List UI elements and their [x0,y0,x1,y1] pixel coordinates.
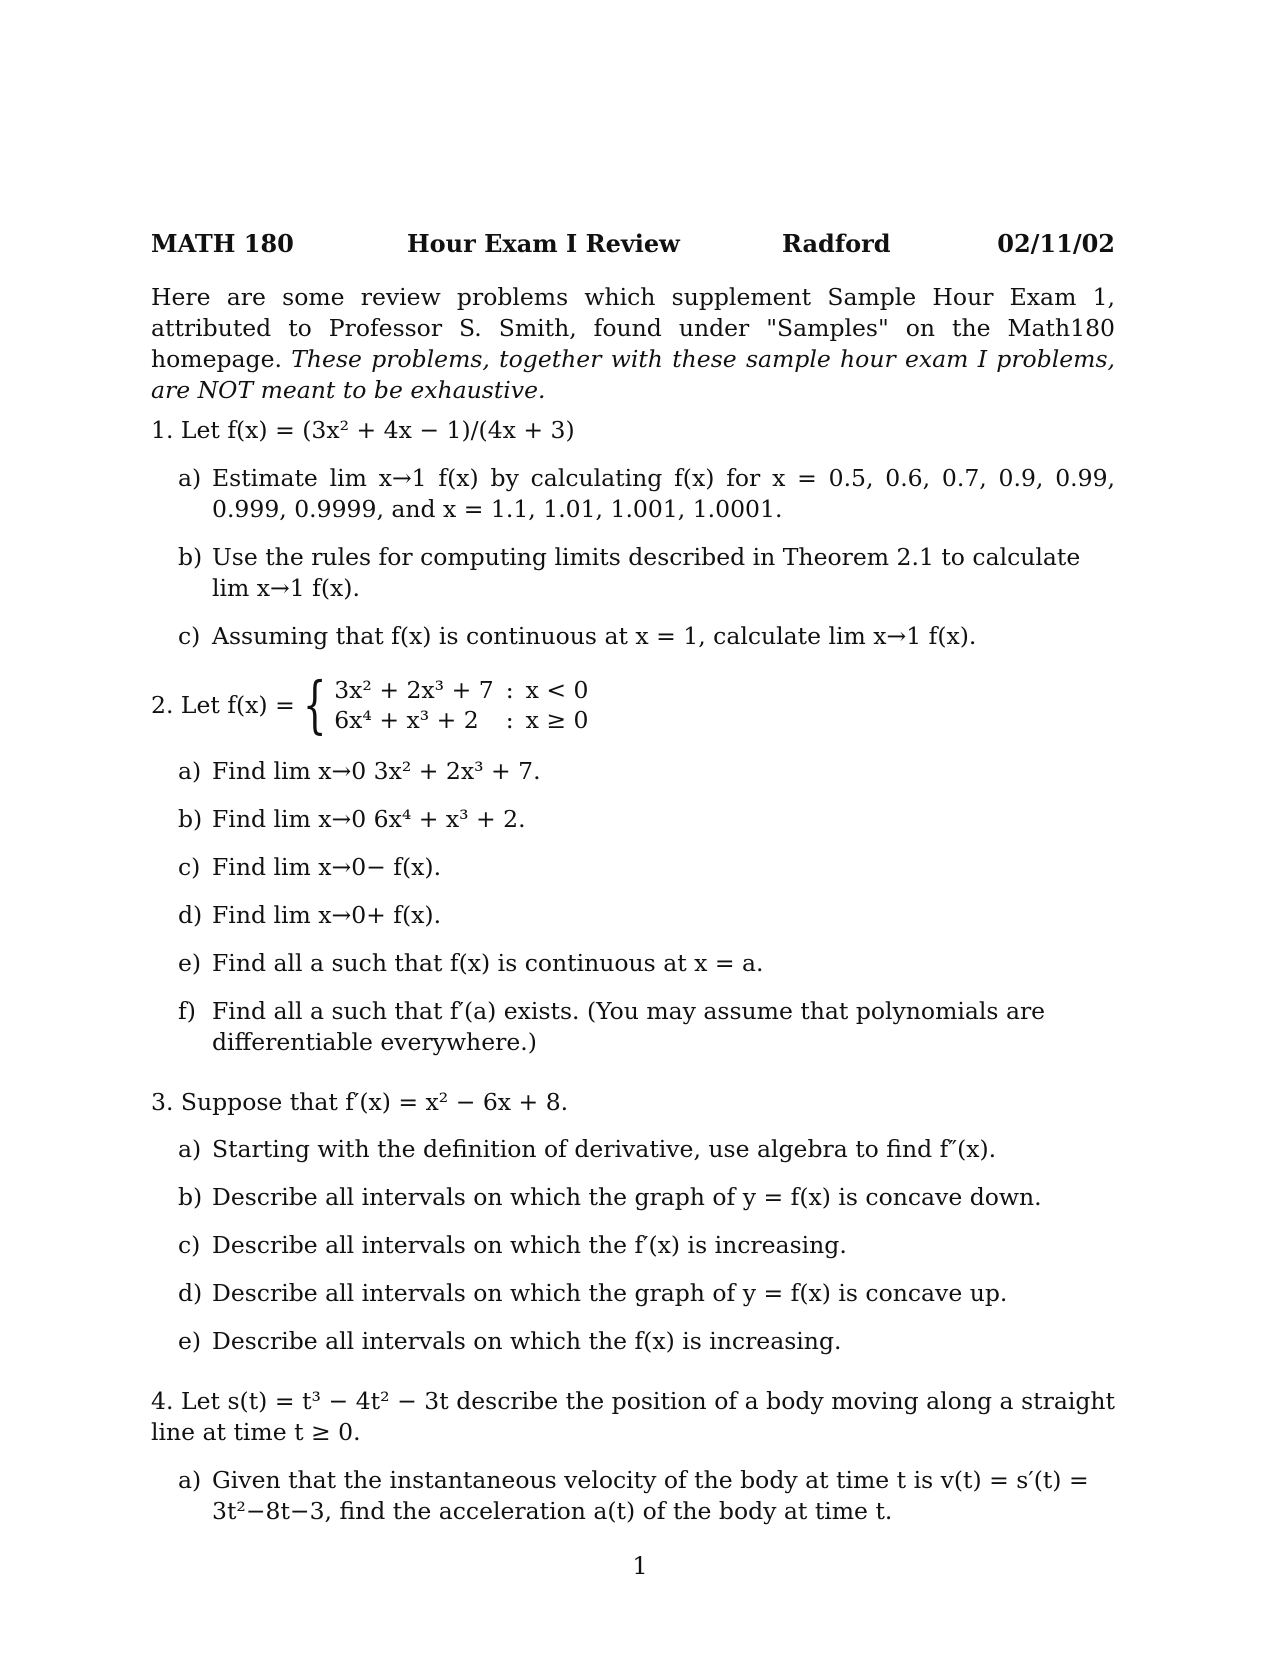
part-label: b) [178,805,203,833]
part-text: Describe all intervals on which the graph of y = f(x) is concave down. [212,1183,1042,1211]
intro-text: Here are some review problems which supplement Sample Hour Exam 1, attributed to Professor S. Smith, found under "Samples" on the Math180 homepage. [151,283,1115,373]
case-1-expr: 3x² + 2x³ + 7 [334,676,494,704]
case-2-expr: 6x⁴ + x³ + 2 [334,706,479,734]
instructor: Radford [782,229,891,258]
problem-2-part-d [151,900,1115,931]
part-label: b) [178,543,203,571]
problem-1-part-b [151,542,1115,604]
part-label: f) [178,997,196,1025]
problem-3-stem: 3. Suppose that f′(x) = x² − 6x + 8. [151,1088,569,1116]
part-text: Describe all intervals on which the f′(x) is increasing. [212,1231,847,1259]
problem-3-part-e [151,1326,1115,1357]
problem-1-stem: 1. Let f(x) = (3x² + 4x − 1)/(4x + 3) [151,416,575,444]
problem-2-part-b [151,804,1115,835]
part-label: c) [178,1231,201,1259]
problem-3-part-d [151,1278,1115,1309]
problem-2-part-e [151,948,1115,979]
problem-4 [151,1386,1115,1527]
part-label: a) [178,1135,202,1163]
part-label: a) [178,1466,202,1494]
problem-3-part-a [151,1134,1115,1165]
problem-3-part-c [151,1230,1115,1261]
problem-4-part-a [151,1465,1115,1527]
case-1-cond: x < 0 [525,676,589,704]
exam-page [151,224,1115,1527]
part-label: a) [178,757,202,785]
course-name: MATH 180 [151,229,294,258]
left-brace: { [302,668,327,741]
part-text: Describe all intervals on which the f(x) is increasing. [212,1327,842,1355]
part-text: Find lim x→0 3x² + 2x³ + 7. [212,757,541,785]
problem-3 [151,1087,1115,1357]
part-text: Find all a such that f′(a) exists. (You may assume that polynomials are differentiable everywhere.) [212,997,1046,1056]
header [151,224,1115,264]
part-text: Starting with the definition of derivative, use algebra to find f″(x). [212,1135,997,1163]
case-1-sep: : [505,676,514,704]
part-text: Find lim x→0− f(x). [212,853,442,881]
problem-1-part-c [151,621,1115,652]
problem-2-lead: 2. Let f(x) = [151,690,295,719]
case-2-sep: : [505,706,514,734]
exam-title: Hour Exam I Review [407,229,680,258]
problem-2-stem [151,668,1115,741]
part-text: Estimate lim x→1 f(x) by calculating f(x) for x = 0.5, 0.6, 0.7, 0.9, 0.99, 0.999, 0.9999, and x = 1.1, 1.01, 1.001, 1.0001. [212,464,1115,523]
part-label: d) [178,1279,203,1307]
part-label: b) [178,1183,203,1211]
part-label: c) [178,622,201,650]
part-label: e) [178,1327,202,1355]
part-text: Find lim x→0 6x⁴ + x³ + 2. [212,805,526,833]
intro-italic: These problems, together with these sample hour exam I problems, are NOT meant to be exhaustive. [151,345,1115,404]
part-text: Find lim x→0+ f(x). [212,901,442,929]
problem-2-part-c [151,852,1115,883]
problem-4-stem: 4. Let s(t) = t³ − 4t² − 3t describe the position of a body moving along a straight line at time t ≥ 0. [151,1387,1115,1446]
case-2-cond: x ≥ 0 [525,706,589,734]
page-number: 1 [632,1552,648,1580]
part-text: Find all a such that f(x) is continuous at x = a. [212,949,764,977]
part-text: Given that the instantaneous velocity of the body at time t is v(t) = s′(t) = 3t²−8t−3, find the acceleration a(t) of the body at time t. [212,1466,1089,1525]
piecewise-cases [334,675,600,735]
part-label: c) [178,853,201,881]
part-label: d) [178,901,203,929]
exam-date: 02/11/02 [997,229,1115,258]
problem-2 [151,668,1115,1058]
problem-3-part-b [151,1182,1115,1213]
part-text: Assuming that f(x) is continuous at x = 1, calculate lim x→1 f(x). [212,622,977,650]
problem-1 [151,415,1115,652]
problem-2-part-f [151,996,1115,1058]
intro-paragraph [151,282,1115,406]
part-label: e) [178,949,202,977]
part-text: Use the rules for computing limits described in Theorem 2.1 to calculate lim x→1 f(x). [212,543,1081,602]
problem-2-part-a [151,756,1115,787]
part-text: Describe all intervals on which the graph of y = f(x) is concave up. [212,1279,1008,1307]
part-label: a) [178,464,202,492]
problem-1-part-a [151,463,1115,525]
